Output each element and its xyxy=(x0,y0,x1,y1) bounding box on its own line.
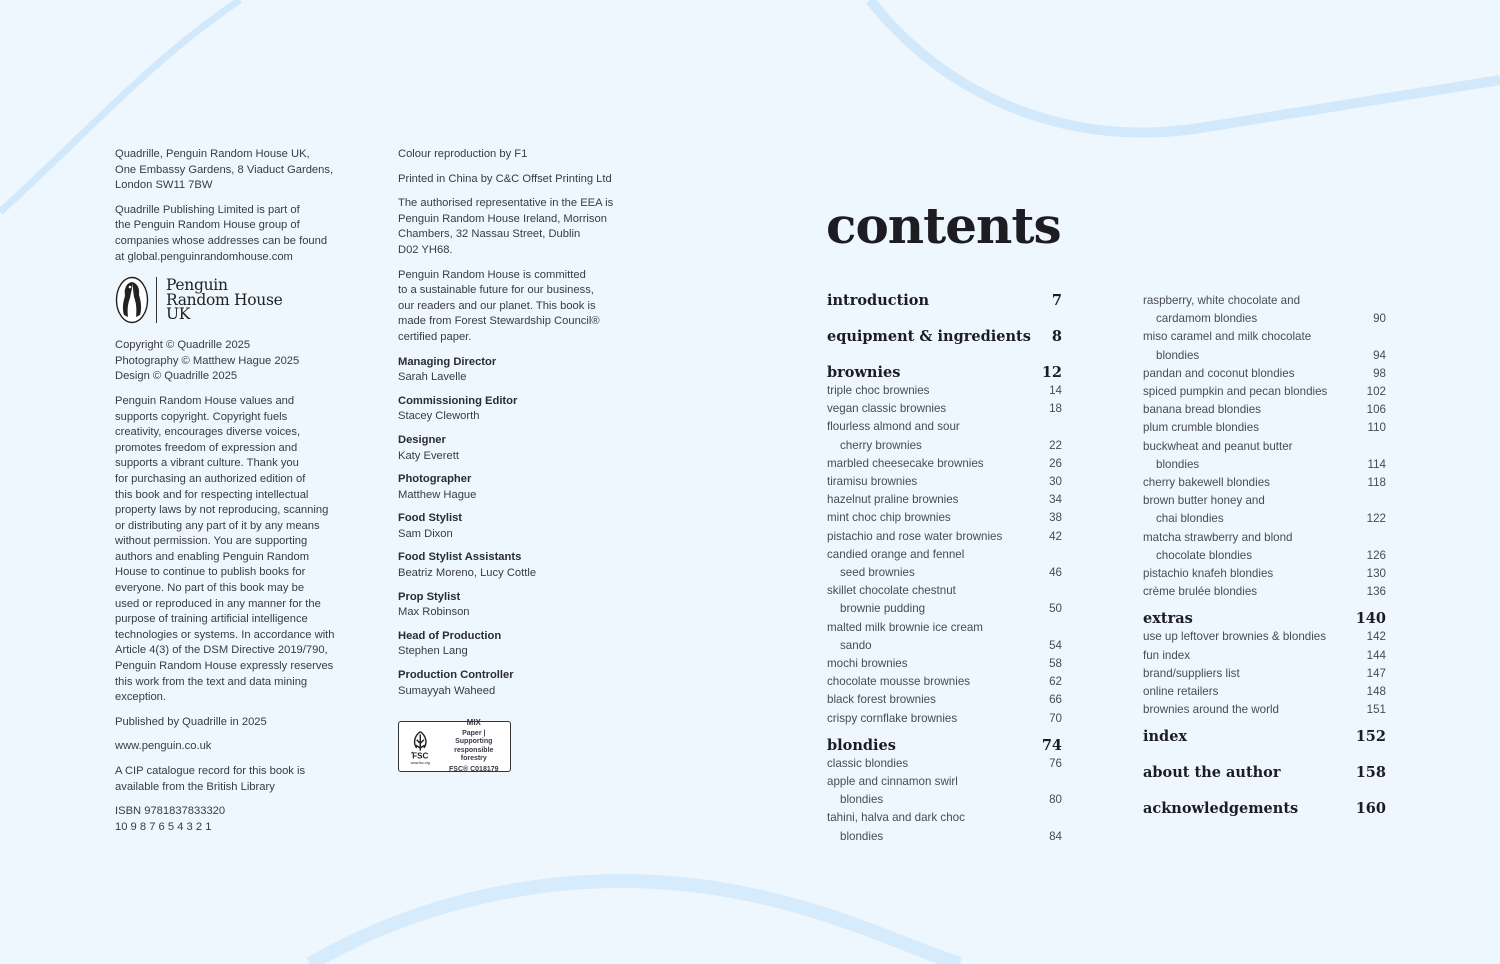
toc-entry-page: 106 xyxy=(1366,403,1386,417)
published-by: Published by Quadrille in 2025 xyxy=(115,715,267,728)
toc-entry-line-continued: blondies xyxy=(1156,348,1200,362)
toc-entry-line-continued: brownie pudding xyxy=(840,602,926,616)
toc-entry xyxy=(827,418,1062,454)
fsc-code: FSC® C018179 xyxy=(449,765,499,773)
toc-entry-line: pistachio knafeh blondies xyxy=(1143,567,1274,581)
toc-section-heading xyxy=(827,328,1062,346)
toc-section xyxy=(827,737,1062,846)
toc-entry-line: tiramisu brownies xyxy=(827,475,918,489)
toc-entry-page: 142 xyxy=(1366,630,1386,644)
toc-entry xyxy=(1143,401,1386,419)
toc-entry-page: 66 xyxy=(1049,693,1062,707)
toc-entry-page: 110 xyxy=(1367,421,1386,435)
toc-entry xyxy=(827,773,1062,809)
logo-line-1: Penguin xyxy=(166,276,228,295)
toc-section-page: 140 xyxy=(1355,610,1386,628)
toc-entry xyxy=(1143,419,1386,437)
fsc-site-text: www.fsc.org xyxy=(410,760,430,765)
credit-role: Prop Stylist xyxy=(398,590,461,603)
toc-entry-line: malted milk brownie ice cream xyxy=(827,620,983,634)
credit-item xyxy=(398,668,633,699)
toc-entry-title xyxy=(1143,419,1259,437)
toc-entry-title xyxy=(827,382,929,400)
fsc-brand-text: FSC xyxy=(412,751,429,761)
toc-entry-line-continued: blondies xyxy=(840,793,884,807)
toc-entry-line: mint choc chip brownies xyxy=(827,511,951,525)
toc-section-page: 8 xyxy=(1051,328,1062,345)
credit-role: Food Stylist xyxy=(398,512,463,525)
toc-entry-title xyxy=(1143,583,1257,601)
toc-entry xyxy=(827,473,1062,491)
logo-wordmark xyxy=(166,278,283,322)
credit-item xyxy=(398,629,633,660)
publisher-group-note: Quadrille Publishing Limited is part of the Penguin Random House group of companies whose addresses can be found at global.penguinrandomhouse.com xyxy=(115,203,328,263)
toc-entry-title xyxy=(1143,474,1270,492)
toc-section xyxy=(1143,610,1386,719)
toc-entry xyxy=(827,691,1062,709)
toc-entry-page: 98 xyxy=(1373,366,1386,380)
toc-entry-page: 84 xyxy=(1049,829,1062,843)
toc-entry-page: 50 xyxy=(1049,602,1062,616)
toc-entry-line: crispy cornflake brownies xyxy=(827,711,958,725)
toc-entry xyxy=(1143,665,1386,683)
fsc-tree-icon xyxy=(405,727,436,767)
toc-section-title: introduction xyxy=(827,292,929,309)
toc-entry-title xyxy=(827,710,957,728)
toc-entry xyxy=(827,619,1062,655)
toc-entry xyxy=(827,710,1062,728)
toc-entry-line-continued: cherry brownies xyxy=(840,438,922,452)
toc-entry-line: marbled cheesecake brownies xyxy=(827,456,984,470)
toc-entry-title xyxy=(1143,665,1240,683)
toc-entry xyxy=(1143,292,1386,328)
logo-line-2: Random House xyxy=(166,290,283,309)
toc-entry-title xyxy=(827,655,908,673)
credit-role: Managing Director xyxy=(398,355,497,368)
toc-entry-line: flourless almond and sour xyxy=(827,420,960,434)
cip-record: A CIP catalogue record for this book is available from the British Library xyxy=(115,765,306,793)
toc-section-page: 12 xyxy=(1041,364,1062,381)
toc-entry-page: 26 xyxy=(1049,456,1062,470)
toc-section-page: 74 xyxy=(1041,736,1062,754)
toc-entry-line-continued: blondies xyxy=(840,829,884,843)
toc-entry-line: hazelnut praline brownies xyxy=(827,493,959,507)
toc-entry-page: 151 xyxy=(1366,703,1386,717)
toc-section-heading xyxy=(1143,728,1386,746)
toc-entry-title xyxy=(827,400,946,418)
toc-entry-page: 144 xyxy=(1366,648,1386,662)
toc-section-title: equipment & ingredients xyxy=(827,328,1031,345)
credit-name: Max Robinson xyxy=(398,606,470,619)
toc-entry xyxy=(827,400,1062,418)
toc-entry xyxy=(1143,583,1386,601)
toc-entry-title xyxy=(1143,328,1311,364)
toc-section-heading xyxy=(1143,800,1386,818)
toc-entry-page: 58 xyxy=(1049,657,1062,671)
credit-item xyxy=(398,590,633,621)
toc-entry-title xyxy=(1143,401,1261,419)
credit-role: Head of Production xyxy=(398,629,502,642)
toc-entry xyxy=(1143,701,1386,719)
toc-section xyxy=(1143,728,1386,746)
toc-entry-page: 148 xyxy=(1366,685,1386,699)
toc-entry-line: apple and cinnamon swirl xyxy=(827,775,958,789)
toc-entry xyxy=(1143,683,1386,701)
toc-entry-line: triple choc brownies xyxy=(827,384,930,397)
toc-entry xyxy=(1143,365,1386,383)
toc-entry-line: miso caramel and milk chocolate xyxy=(1143,330,1312,344)
toc-entry xyxy=(827,509,1062,527)
copyright-values: Penguin Random House values and supports copyright. Copyright fuels creativity, encourages diverse voices, promotes freedom of expression and supports a vibrant culture. Thank you for purchasing an authorized edition of this book and for respecting intellectual property laws by not reproducing, scanning or distributing any part of it by any means without permission. You are supporting authors and enabling Penguin Random House to continue to publish books for everyone. No part of this book may be used or reproduced in any manner for the purpose of training artificial intelligence technologies or systems. In accordance with Article 4(3) of the DSM Directive 2019/790, Penguin Random House expressly reserves this work from the text and data mining exception. xyxy=(115,394,335,704)
toc-entry-line-continued: blondies xyxy=(1156,457,1200,471)
toc-section-title: blondies xyxy=(827,736,896,754)
toc-section xyxy=(1143,292,1386,601)
toc-entry-title xyxy=(1143,701,1279,719)
toc-entry-title xyxy=(827,582,956,618)
toc-entry-page: 46 xyxy=(1049,566,1062,580)
toc-section-page: 158 xyxy=(1355,764,1386,782)
imprint-column-right xyxy=(398,147,633,772)
penguin-random-house-logo xyxy=(115,274,355,326)
credit-name: Sumayyah Waheed xyxy=(398,684,496,697)
credit-item xyxy=(398,472,633,503)
fsc-line-2: responsible forestry xyxy=(454,746,494,763)
toc-entry-page: 22 xyxy=(1049,438,1062,452)
toc-entry-page: 80 xyxy=(1049,793,1062,807)
credit-role: Photographer xyxy=(398,473,472,486)
toc-entry-title xyxy=(827,473,917,491)
toc-entry-page: 42 xyxy=(1049,529,1062,543)
toc-section-title: index xyxy=(1143,728,1188,746)
toc-entry-line: tahini, halva and dark choc xyxy=(827,811,965,825)
toc-entry-line: candied orange and fennel xyxy=(827,547,965,561)
toc-column-1 xyxy=(827,292,1062,855)
toc-section-page: 7 xyxy=(1051,292,1062,309)
toc-entry-title xyxy=(827,809,965,845)
toc-entry-line-continued: seed brownies xyxy=(840,566,915,580)
toc-section xyxy=(827,292,1062,310)
toc-entry-title xyxy=(827,509,951,527)
credit-name: Stacey Cleworth xyxy=(398,410,480,423)
toc-entry xyxy=(827,755,1062,773)
toc-section xyxy=(827,364,1062,728)
toc-entry-page: 136 xyxy=(1366,585,1386,599)
credit-role: Food Stylist Assistants xyxy=(398,551,522,564)
toc-entry-line: matcha strawberry and blond xyxy=(1143,530,1293,544)
toc-entry-line: online retailers xyxy=(1143,685,1219,699)
toc-entry xyxy=(827,528,1062,546)
toc-entry-line: raspberry, white chocolate and xyxy=(1143,294,1301,307)
toc-entry-line: pandan and coconut blondies xyxy=(1143,366,1295,380)
toc-entry-title xyxy=(827,418,960,454)
toc-entry-line: plum crumble blondies xyxy=(1143,421,1259,435)
toc-entry-title xyxy=(827,619,983,655)
toc-entry-title xyxy=(827,773,958,809)
credit-role: Designer xyxy=(398,433,446,446)
toc-entry-line: use up leftover brownies & blondies xyxy=(1143,630,1327,644)
toc-entry-title xyxy=(827,491,958,509)
toc-entry-line-continued: chai blondies xyxy=(1156,512,1224,526)
eea-representative: The authorised representative in the EEA is Penguin Random House Ireland, Morrison Chambers, 32 Nassau Street, Dublin D02 YH68. xyxy=(398,197,614,256)
colour-reproduction: Colour reproduction by F1 xyxy=(398,148,528,160)
toc-entry xyxy=(1143,328,1386,364)
toc-entry xyxy=(827,455,1062,473)
toc-section xyxy=(827,328,1062,346)
toc-entry xyxy=(1143,474,1386,492)
toc-entry-page: 30 xyxy=(1049,475,1062,489)
toc-entry-line: crème brulée blondies xyxy=(1143,585,1258,599)
toc-entry-page: 14 xyxy=(1049,384,1062,397)
toc-entry-page: 38 xyxy=(1049,511,1062,525)
credit-name: Sarah Lavelle xyxy=(398,371,467,384)
toc-entry-page: 102 xyxy=(1366,385,1386,399)
toc-entry-line: spiced pumpkin and pecan blondies xyxy=(1143,385,1328,399)
toc-entry xyxy=(1143,565,1386,583)
credit-name: Katy Everett xyxy=(398,449,459,462)
credit-role: Production Controller xyxy=(398,669,514,682)
toc-section-heading xyxy=(1143,610,1386,628)
fsc-mix: MIX xyxy=(466,718,481,728)
toc-entry-page: 118 xyxy=(1367,476,1386,490)
toc-entry xyxy=(1143,438,1386,474)
toc-entry-line: banana bread blondies xyxy=(1143,403,1261,417)
logo-line-3: UK xyxy=(166,305,191,324)
fsc-label xyxy=(444,719,504,774)
toc-entry xyxy=(827,673,1062,691)
toc-entry-title xyxy=(1143,292,1300,328)
toc-entry-page: 114 xyxy=(1367,457,1386,471)
toc-entry xyxy=(1143,647,1386,665)
toc-entry xyxy=(827,491,1062,509)
penguin-icon xyxy=(115,276,149,324)
toc-entry-line: chocolate mousse brownies xyxy=(827,675,971,689)
toc-entry-title xyxy=(1143,365,1295,383)
toc-entry-page: 76 xyxy=(1049,756,1062,770)
toc-entry-line: buckwheat and peanut butter xyxy=(1143,439,1293,453)
toc-section-heading xyxy=(827,364,1062,382)
credit-item xyxy=(398,355,633,386)
toc-entry-line: brand/suppliers list xyxy=(1143,666,1240,680)
credit-item xyxy=(398,433,633,464)
toc-entry-title xyxy=(827,755,908,773)
toc-entry-title xyxy=(1143,492,1265,528)
toc-entry-title xyxy=(1143,628,1326,646)
toc-section-title: brownies xyxy=(827,364,901,381)
toc-entry-title xyxy=(1143,683,1218,701)
toc-entry-line: vegan classic brownies xyxy=(827,402,947,416)
credit-name: Matthew Hague xyxy=(398,488,477,501)
toc-entry-title xyxy=(827,673,970,691)
toc-entry-page: 18 xyxy=(1049,402,1062,416)
toc-entry-line-continued: cardamom blondies xyxy=(1156,312,1258,326)
toc-entry-line: pistachio and rose water brownies xyxy=(827,529,1003,543)
toc-entry-page: 94 xyxy=(1373,348,1386,362)
fsc-badge xyxy=(398,718,511,773)
credit-role: Commissioning Editor xyxy=(398,394,518,407)
toc-entry-title xyxy=(827,455,984,473)
credit-item xyxy=(398,394,633,425)
toc-entry-line: mochi brownies xyxy=(827,657,908,671)
credit-item xyxy=(398,511,633,542)
toc-column-2 xyxy=(1143,292,1386,836)
publisher-address: Quadrille, Penguin Random House UK, One Embassy Gardens, 8 Viaduct Gardens, London SW11 7BW xyxy=(115,148,334,192)
toc-entry xyxy=(1143,529,1386,565)
toc-entry xyxy=(1143,383,1386,401)
toc-entry-line: classic blondies xyxy=(827,756,909,770)
toc-section-title: acknowledgements xyxy=(1143,800,1299,818)
toc-entry-page: 130 xyxy=(1366,567,1386,581)
toc-section-title: extras xyxy=(1143,610,1193,628)
credit-name: Stephen Lang xyxy=(398,645,468,658)
toc-entry xyxy=(1143,628,1386,646)
toc-entry-line-continued: chocolate blondies xyxy=(1156,548,1253,562)
toc-entry-line: brownies around the world xyxy=(1143,703,1279,717)
toc-entry-page: 126 xyxy=(1366,548,1386,562)
toc-entry-page: 147 xyxy=(1366,666,1386,680)
toc-section xyxy=(1143,764,1386,782)
toc-entry-title xyxy=(1143,647,1190,665)
toc-entry xyxy=(1143,492,1386,528)
copyright-notice: Copyright © Quadrille 2025 Photography © Matthew Hague 2025 Design © Quadrille 2025 xyxy=(115,339,300,383)
toc-entry-page: 62 xyxy=(1049,675,1062,689)
toc-entry-title xyxy=(1143,529,1293,565)
toc-entry-line: brown butter honey and xyxy=(1143,494,1265,508)
toc-entry-line: black forest brownies xyxy=(827,693,936,707)
toc-section-heading xyxy=(827,737,1062,755)
toc-section-heading xyxy=(827,292,1062,310)
toc-entry-page: 34 xyxy=(1049,493,1062,507)
toc-entry-page: 122 xyxy=(1366,512,1386,526)
toc-entry-title xyxy=(827,546,964,582)
credits-list xyxy=(398,355,633,700)
imprint-column-left xyxy=(115,147,355,844)
toc-entry-title xyxy=(827,528,1002,546)
toc-section-page: 152 xyxy=(1355,728,1386,746)
toc-entry xyxy=(827,809,1062,845)
toc-entry-page: 70 xyxy=(1049,711,1062,725)
toc-entry-line: cherry bakewell blondies xyxy=(1143,476,1270,490)
toc-section-heading xyxy=(1143,764,1386,782)
toc-section-page: 160 xyxy=(1355,800,1386,818)
isbn: ISBN 9781837833320 10 9 8 7 6 5 4 3 2 1 xyxy=(115,805,226,833)
toc-entry-title xyxy=(1143,383,1327,401)
toc-entry-page: 54 xyxy=(1049,638,1062,652)
credit-name: Beatriz Moreno, Lucy Cottle xyxy=(398,567,537,580)
toc-entry-line: skillet chocolate chestnut xyxy=(827,584,956,598)
toc-section-title: about the author xyxy=(1143,764,1281,782)
toc-entry-line-continued: sando xyxy=(840,638,872,652)
credit-item xyxy=(398,550,633,581)
toc-entry xyxy=(827,546,1062,582)
toc-entry-line: fun index xyxy=(1143,648,1191,662)
printed-in: Printed in China by C&C Offset Printing Ltd xyxy=(398,172,612,185)
toc-entry-title xyxy=(827,691,936,709)
logo-divider xyxy=(156,277,157,323)
toc-entry xyxy=(827,382,1062,400)
credit-name: Sam Dixon xyxy=(398,527,453,540)
toc-section xyxy=(1143,800,1386,818)
toc-entry-page: 90 xyxy=(1373,312,1386,326)
fsc-line-1: Paper | Supporting xyxy=(455,729,493,746)
website-link: www.penguin.co.uk xyxy=(115,740,212,753)
toc-entry-title xyxy=(1143,438,1293,474)
toc-entry xyxy=(827,655,1062,673)
toc-entry xyxy=(827,582,1062,618)
toc-entry-title xyxy=(1143,565,1273,583)
contents-title: contents xyxy=(826,196,1061,255)
sustainability-note: Penguin Random House is committed to a sustainable future for our business, our readers and our planet. This book is made from Forest Stewardship Council® certified paper. xyxy=(398,268,600,343)
